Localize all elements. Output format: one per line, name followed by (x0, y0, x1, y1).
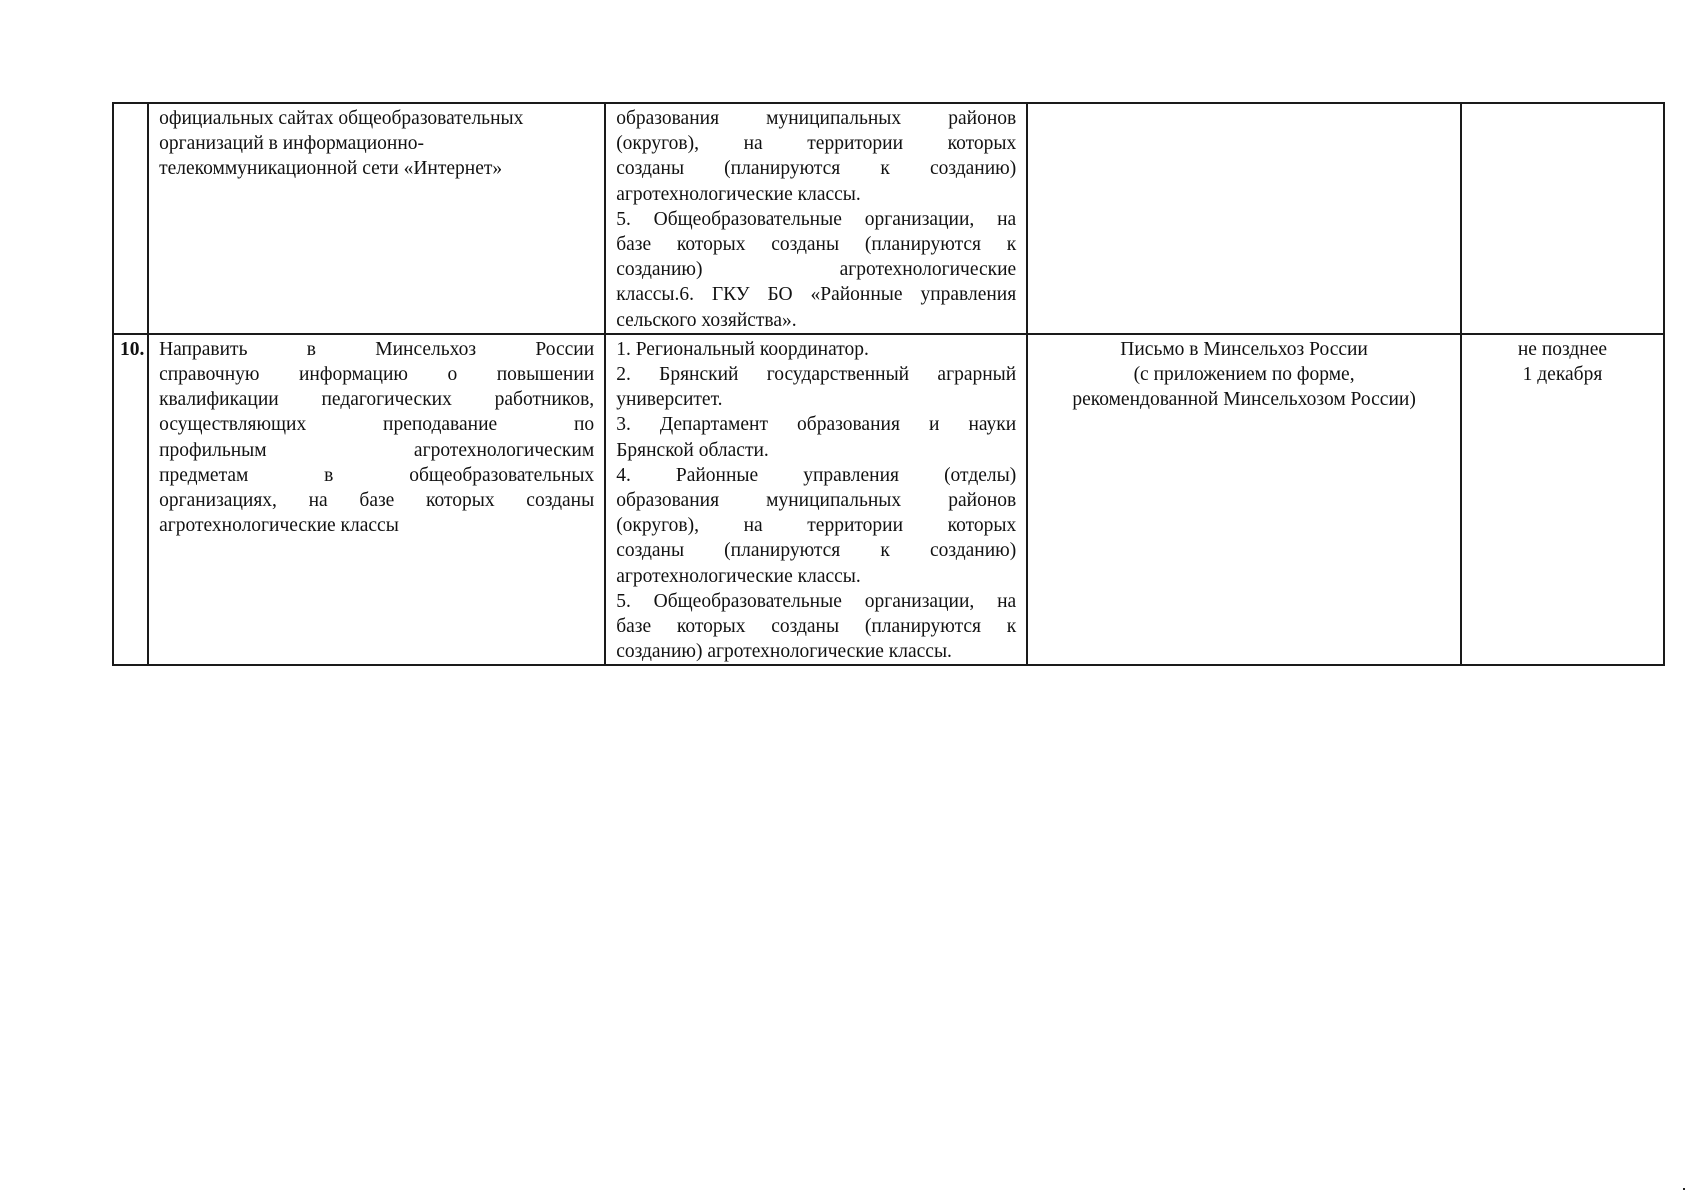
executor-line: (округов), на территории которых (616, 515, 1017, 537)
row-number-cell: 10. (113, 334, 148, 666)
deadline-cell (1461, 334, 1664, 666)
executor-line: сельского хозяйства». (616, 309, 797, 331)
task-cell (148, 103, 605, 334)
executor-line: 5. Общеобразовательные организации, на (616, 208, 1017, 230)
executor-line: агротехнологические классы. (616, 183, 861, 205)
executor-line: созданию) агротехнологические (616, 259, 1017, 281)
deadline-line: 1 декабря (1522, 364, 1603, 386)
task-line: организаций в информационно- (159, 133, 425, 155)
table-row (113, 334, 1664, 666)
executor-line: 1. Региональный координатор. (616, 338, 869, 360)
executor-line: 2. Брянский государственный аграрный (616, 364, 1017, 386)
result-line: Письмо в Минсельхоз России (1120, 338, 1368, 360)
executor-line: 4. Районные управления (отделы) (616, 464, 1017, 486)
executor-cell (605, 334, 1027, 666)
task-line: агротехнологические классы (159, 515, 399, 537)
result-line: рекомендованной Минсельхозом России) (1072, 389, 1416, 411)
task-line: Направить в Минсельхоз России (159, 338, 595, 360)
deadline-line: не позднее (1517, 338, 1608, 360)
task-line: профильным агротехнологическим (159, 439, 595, 461)
document-table (112, 102, 1665, 666)
executor-line: 3. Департамент образования и науки (616, 414, 1017, 436)
task-line: справочную информацию о повышении (159, 364, 595, 386)
executor-line: образования муниципальных районов (616, 490, 1017, 512)
task-line: предметам в общеобразовательных (159, 464, 595, 486)
result-line: (с приложением по форме, (1133, 364, 1355, 386)
task-line: квалификации педагогических работников, (159, 389, 595, 411)
executor-line: созданы (планируются к созданию) (616, 540, 1017, 562)
task-line: осуществляющих преподавание по (159, 414, 595, 436)
executor-line: классы.6. ГКУ БО «Районные управления (616, 284, 1017, 306)
task-line: организациях, на базе которых созданы (159, 490, 595, 512)
row-number-cell (113, 103, 148, 334)
executor-line: созданию) агротехнологические классы. (616, 641, 952, 663)
table-row (113, 103, 1664, 334)
scan-speck (1683, 1188, 1685, 1190)
executor-line: образования муниципальных районов (616, 108, 1017, 129)
executor-line: 5. Общеобразовательные организации, на (616, 590, 1017, 612)
result-cell (1027, 334, 1461, 666)
executor-line: базе которых созданы (планируются к (616, 234, 1017, 256)
executor-line: созданы (планируются к созданию) (616, 158, 1017, 180)
executor-line: Брянской области. (616, 439, 769, 461)
executor-line: университет. (616, 389, 723, 411)
executor-cell (605, 103, 1027, 334)
task-line: телекоммуникационной сети «Интернет» (159, 158, 503, 180)
executor-line: базе которых созданы (планируются к (616, 616, 1017, 638)
executor-line: (округов), на территории которых (616, 133, 1017, 155)
executor-line: агротехнологические классы. (616, 565, 861, 587)
task-line: официальных сайтах общеобразовательных (159, 108, 524, 129)
result-cell (1027, 103, 1461, 334)
deadline-cell (1461, 103, 1664, 334)
task-cell (148, 334, 605, 666)
